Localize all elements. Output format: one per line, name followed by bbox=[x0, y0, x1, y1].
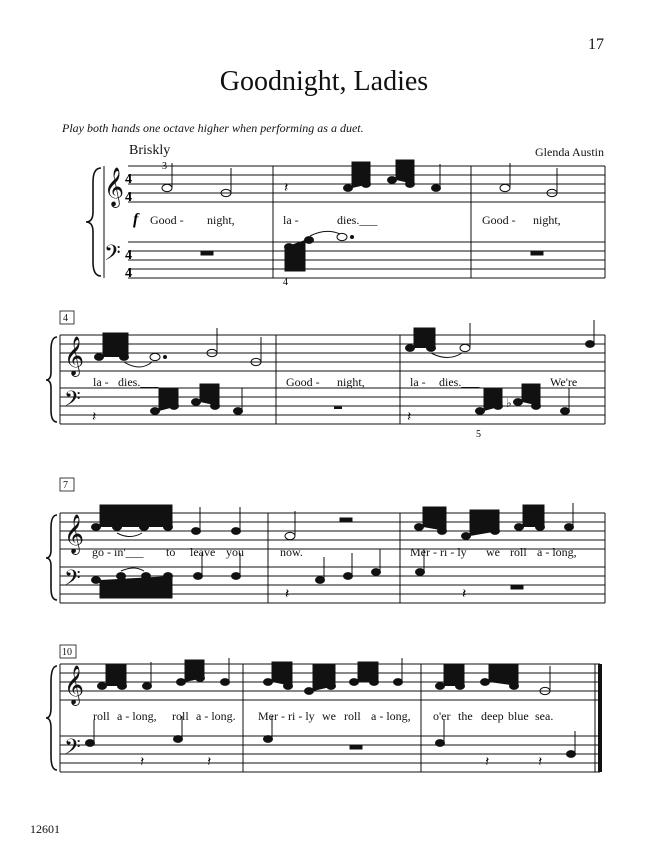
svg-text:𝄽: 𝄽 bbox=[485, 755, 490, 770]
tempo-marking: Briskly bbox=[129, 143, 171, 158]
lyric: night, bbox=[533, 213, 561, 227]
lyric: Mer - ri - ly bbox=[410, 545, 467, 559]
svg-text:𝄞: 𝄞 bbox=[64, 667, 85, 704]
lyric: a - long, bbox=[537, 545, 577, 559]
lyric: Mer - ri - ly bbox=[258, 709, 315, 723]
lyric: la - bbox=[93, 375, 109, 389]
svg-text:𝄽: 𝄽 bbox=[538, 755, 543, 770]
lyric: roll bbox=[172, 709, 189, 723]
lyric: Good - bbox=[150, 213, 184, 227]
lyric: We're bbox=[550, 375, 578, 389]
time-signature-top: 4 bbox=[125, 172, 132, 187]
lyric: a - long, bbox=[371, 709, 411, 723]
svg-text:𝄞: 𝄞 bbox=[64, 516, 85, 553]
lyric: Good - bbox=[286, 375, 320, 389]
fingering: 5 bbox=[476, 429, 481, 440]
lyric: night, bbox=[207, 213, 235, 227]
composer-credit: Glenda Austin bbox=[535, 145, 604, 159]
lyric: la - bbox=[283, 213, 299, 227]
time-signature-top: 4 bbox=[125, 248, 132, 263]
lyric: to bbox=[166, 545, 176, 559]
lyrics-system-4 bbox=[93, 709, 553, 723]
lyric: night, bbox=[337, 375, 365, 389]
svg-text:𝄢: 𝄢 bbox=[64, 566, 81, 595]
svg-text:𝄽: 𝄽 bbox=[92, 410, 97, 425]
svg-text:𝄽: 𝄽 bbox=[462, 587, 467, 602]
notes-system-3 bbox=[92, 503, 574, 602]
lyric: leave bbox=[190, 545, 216, 559]
lyric: blue bbox=[508, 709, 529, 723]
svg-text:𝄽: 𝄽 bbox=[207, 755, 212, 770]
time-signature bbox=[125, 172, 132, 281]
lyric: roll bbox=[510, 545, 527, 559]
svg-text:𝄽: 𝄽 bbox=[407, 410, 412, 425]
lyric: o'er bbox=[433, 709, 451, 723]
lyric: deep bbox=[481, 709, 504, 723]
lyric: dies.___ bbox=[337, 213, 378, 227]
lyric: a - long, bbox=[117, 709, 157, 723]
lyric: roll bbox=[344, 709, 361, 723]
lyrics-system-2 bbox=[93, 375, 577, 389]
lyric: la - bbox=[410, 375, 426, 389]
lyric: go - in'___ bbox=[92, 545, 144, 559]
svg-text:𝄽: 𝄽 bbox=[140, 755, 145, 770]
lyric: now. bbox=[280, 545, 303, 559]
notes-system-2 bbox=[92, 320, 595, 425]
svg-text:𝄽: 𝄽 bbox=[285, 587, 290, 602]
svg-text:𝄞: 𝄞 bbox=[104, 169, 125, 206]
lyric: dies.___ bbox=[439, 375, 480, 389]
lyrics-system-1 bbox=[150, 213, 561, 227]
lyric: roll bbox=[93, 709, 110, 723]
svg-text:𝄢: 𝄢 bbox=[64, 387, 81, 416]
time-signature-bottom: 4 bbox=[125, 266, 132, 281]
fingering: 3 bbox=[162, 161, 167, 172]
measure-number: 10 bbox=[62, 647, 72, 658]
page-number: 17 bbox=[588, 36, 604, 53]
lyric: we bbox=[322, 709, 336, 723]
catalog-number: 12601 bbox=[30, 822, 60, 836]
lyric: you bbox=[226, 545, 244, 559]
measure-number: 4 bbox=[63, 313, 68, 324]
fingering: 4 bbox=[283, 277, 288, 288]
page-title: Goodnight, Ladies bbox=[219, 66, 429, 97]
svg-text:▬: ▬ bbox=[334, 402, 342, 411]
svg-text:♭: ♭ bbox=[506, 396, 512, 410]
lyric: we bbox=[486, 545, 500, 559]
dynamic-forte: f bbox=[133, 211, 139, 228]
lyric: a - long. bbox=[196, 709, 236, 723]
svg-text:𝄞: 𝄞 bbox=[64, 338, 85, 375]
lyric: dies.___ bbox=[118, 375, 159, 389]
lyric: sea. bbox=[535, 709, 554, 723]
lyric: the bbox=[458, 709, 473, 723]
measure-number: 7 bbox=[63, 480, 68, 491]
lyric: Good - bbox=[482, 213, 516, 227]
svg-text:𝄢: 𝄢 bbox=[104, 241, 121, 270]
lyrics-system-3 bbox=[92, 545, 577, 559]
svg-text:𝄢: 𝄢 bbox=[64, 735, 81, 764]
svg-text:𝄽: 𝄽 bbox=[284, 181, 289, 196]
time-signature-bottom: 4 bbox=[125, 190, 132, 205]
performance-instruction: Play both hands one octave higher when performing as a duet. bbox=[62, 121, 364, 135]
